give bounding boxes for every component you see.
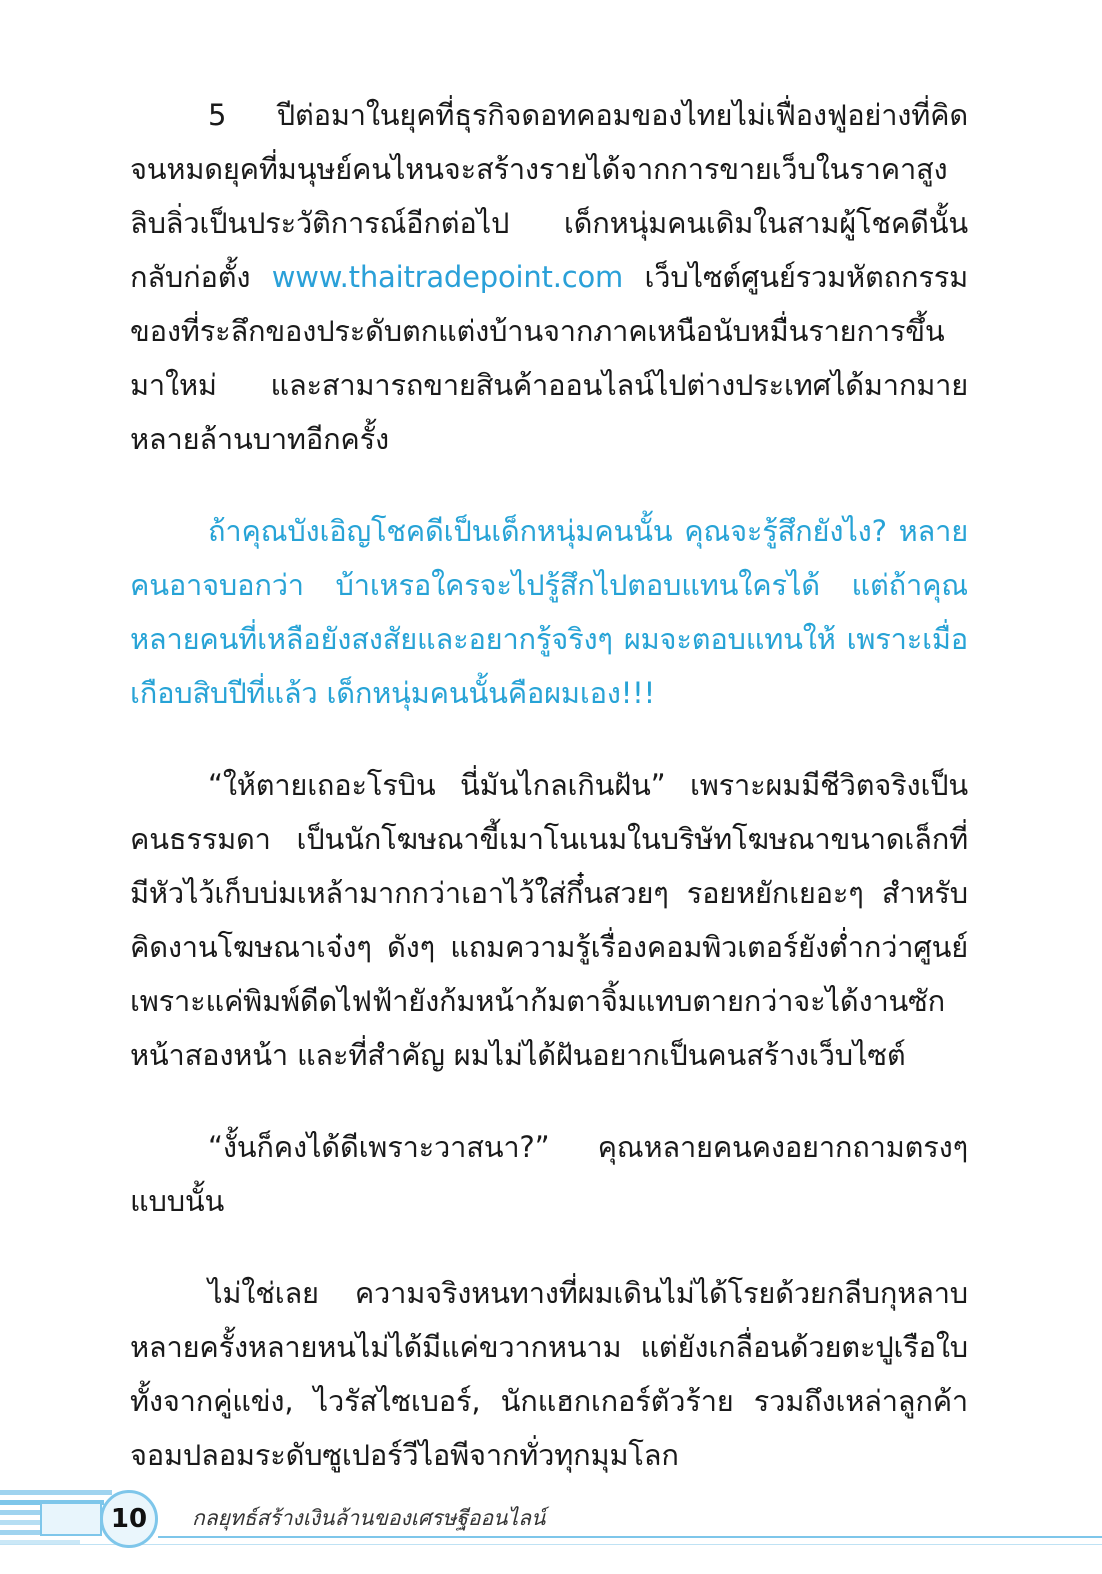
decor-box [40, 1502, 102, 1536]
footer-rule [158, 1536, 1102, 1538]
paragraph-question: “งั้นก็คงได้ดีเพราะวาสนา?” คุณหลายคนคงอยากถามตรงๆแบบนั้น [130, 1130, 968, 1218]
paragraph-highlight: ถ้าคุณบังเอิญโชคดีเป็นเด็กหนุ่มคนนั้น คุณจะรู้สึกยังไง? หลายคนอาจบอกว่า บ้าเหรอใครจะไปรู้สึกไปตอบแทนใครได้ แต่ถ้าคุณหลายคนที่เหลือยังสงสัยและอยากรู้จริงๆ ผมจะตอบแทนให้ เพราะเมื่อเกือบสิบปีที่แล้ว เด็กหนุ่มคนนั้นคือผมเอง!!! [130, 514, 968, 710]
page-footer [0, 1478, 1102, 1568]
website-link[interactable]: www.thaitradepoint.com [271, 260, 624, 294]
paragraph-text: เว็บไซต์ศูนย์รวมหัตถกรรมของที่ระลึกของประดับตกแต่งบ้านจากภาคเหนือนับหมื่นรายการขึ้นมาใหม่ และสามารถขายสินค้าออนไลน์ไปต่างประเทศได้มากมายหลายล้านบาทอีกครั้ง [130, 260, 968, 456]
running-title: กลยุทธ์สร้างเงินล้านของเศรษฐีออนไลน์ [192, 1506, 546, 1530]
paragraph-roses: ไม่ใช่เลย ความจริงหนทางที่ผมเดินไม่ได้โรยด้วยกลีบกุหลาบหลายครั้งหลายหนไม่ได้มีแค่ขวากหนาม แต่ยังเกลื่อนด้วยตะปูเรือใบทั้งจากคู่แข่ง, ไวรัสไซเบอร์, นักแฮกเกอร์ตัวร้าย รวมถึงเหล่าลูกค้าจอมปลอมระดับซูเปอร์วีไอพีจากทั่วทุกมุมโลก [130, 1276, 968, 1472]
decor-stripe [0, 1490, 112, 1495]
page-body [130, 88, 968, 1520]
paragraph-robin: “ให้ตายเถอะโรบิน นี่มันไกลเกินฝัน” เพราะผมมีชีวิตจริงเป็นคนธรรมดา เป็นนักโฆษณาขี้เมาโนเนมในบริษัทโฆษณาขนาดเล็กที่มีหัวไว้เก็บบ่มเหล้ามากกว่าเอาไว้ใส่กึ๋นสวยๆ รอยหยักเยอะๆ สำหรับคิดงานโฆษณาเจ๋งๆ ดังๆ แถมความรู้เรื่องคอมพิวเตอร์ยังต่ำกว่าศูนย์ เพราะแค่พิมพ์ดีดไฟฟ้ายังก้มหน้าก้มตาจิ้มแทบตายกว่าจะได้งานซักหน้าสองหน้า และที่สำคัญ ผมไม่ได้ฝันอยากเป็นคนสร้างเว็บไซต์ [130, 768, 968, 1072]
paragraph-text: 5 ปีต่อมาในยุคที่ธุรกิจดอทคอมของไทยไม่เฟื่องฟูอย่างที่คิด จนหมดยุคที่มนุษย์คนไหนจะสร้างรายได้จากการขายเว็บในราคาสูงลิบลิ่วเป็นประวัติการณ์อีกต่อไป เด็กหนุ่มคนเดิมในสามผู้โชคดีนั้นกลับก่อตั้ง [130, 98, 968, 294]
footer-rule-thin [0, 1544, 1102, 1545]
page-number: 10 [100, 1490, 158, 1548]
paragraph-dotcom [130, 88, 968, 466]
